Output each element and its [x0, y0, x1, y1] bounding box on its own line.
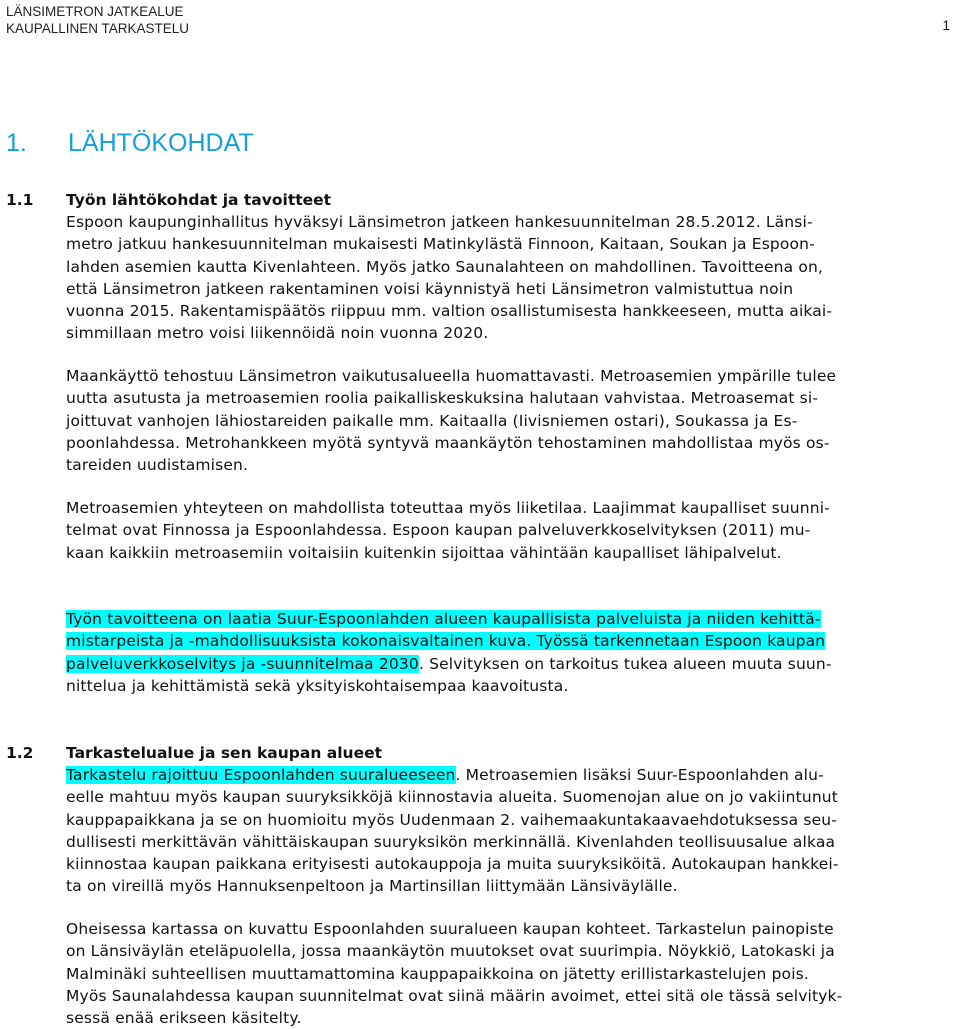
- text-line: [66, 764, 944, 786]
- text-line: Metroasemien yhteyteen on mahdollista toteuttaa myös liiketilaa. Laajimmat kaupalliset suunni-: [66, 499, 830, 517]
- text-line: lahden asemien kautta Kivenlahteen. Myös jatko Saunalahteen on mahdollinen. Tavoitteena on,: [66, 257, 824, 276]
- text-line: [66, 630, 944, 652]
- text-line: Malminäki suhteellisen muuttamattomina kauppapaikkoina on jätetty erillistarkastelujen pois.: [66, 964, 809, 983]
- text-line: eelle mahtuu myös kaupan suuryksikköjä kiinnostavia alueita. Suomenojan alue on jo vakiintunut: [66, 788, 839, 807]
- chapter-title: LÄHTÖKOHDAT: [68, 129, 254, 157]
- text-line: simmillaan metro voisi liikennöidä noin vuonna 2020.: [66, 324, 489, 343]
- text-line: Oheisessa kartassa on kuvattu Espoonlahden suuralueen kaupan kohteet. Tarkastelun painopiste: [66, 920, 834, 938]
- text-line: kiinnostaa kaupan paikkana erityisesti autokauppoja ja muita suuryksiköitä. Autokaupan hankkei-: [66, 855, 839, 874]
- document-header-title: LÄNSIMETRON JATKEALUE: [6, 4, 184, 19]
- highlighted-paragraph: [66, 608, 944, 697]
- paragraph: [66, 918, 944, 1029]
- paragraph: [66, 365, 944, 476]
- chapter-heading: [6, 126, 254, 160]
- text-line: vuonna 2015. Rakentamispäätös riippuu mm. valtion osallistumisesta hankkeeseen, mutta aikai-: [66, 302, 833, 321]
- text-line: metro jatkuu hankesuunnitelman mukaisesti Matinkylästä Finnoon, Kaitaan, Soukan ja Espoon-: [66, 235, 815, 254]
- text-line: dullisesti merkittävän vähittäiskaupan suuryksikön merkinnällä. Kivenlahden teollisuusalue alkaa: [66, 832, 836, 851]
- text-line: on Länsiväylän eteläpuolella, jossa maankäytön muutokset ovat suurimpia. Nöykkiö, Latokaski ja: [66, 942, 835, 961]
- text-line: ta on vireillä myös Hannuksenpeltoon ja Martinsillan liittymään Länsiväylälle.: [66, 877, 678, 896]
- text-line: [66, 653, 944, 675]
- section-title: Työn lähtökohdat ja tavoitteet: [66, 191, 332, 209]
- paragraph: [66, 764, 944, 898]
- text-line: sessä enää erikseen käsitelty.: [66, 1009, 302, 1028]
- text-line: kauppapaikkana ja se on huomioitu myös Uudenmaan 2. vaihemaakuntakaavaehdotuksessa seu-: [66, 810, 837, 829]
- document-header-subtitle: KAUPALLINEN TARKASTELU: [6, 21, 190, 36]
- text-line: joittuvat vanhojen lähiostareiden paikalle mm. Kaitaalla (Iivisniemen ostari), Soukassa ja Es-: [66, 411, 798, 430]
- section-number: 1.1: [6, 191, 34, 209]
- paragraph: [66, 211, 944, 345]
- highlighted-text: Tarkastelu rajoittuu Espoonlahden suuralueeseen: [66, 766, 456, 784]
- text-line: uutta asutusta ja metroasemien roolia paikalliskeskuksina halutaan vahvistaa. Metroasemat si-: [66, 389, 819, 408]
- chapter-number: 1.: [6, 129, 27, 157]
- highlighted-text: mistarpeista ja -mahdollisuuksista kokonaisvaltainen kuva. Työssä tarkennetaan Espoon kaupan: [66, 632, 826, 651]
- text-line: Maankäyttö tehostuu Länsimetron vaikutusalueella huomattavasti. Metroasemien ympärille tulee: [66, 367, 837, 385]
- text-line: nittelua ja kehittämistä sekä yksityiskohtaisempaa kaavoitusta.: [66, 676, 569, 695]
- text-line: poonlahdessa. Metrohankkeen myötä syntyvä maankäytön tehostaminen mahdollistaa myös os-: [66, 433, 830, 452]
- section-number: 1.2: [6, 744, 34, 762]
- paragraph: [66, 497, 944, 564]
- text-line: että Länsimetron jatkeen rakentaminen voisi käynnistyä heti Länsimetron valmistuttua noin: [66, 279, 794, 298]
- text-line: Espoon kaupunginhallitus hyväksyi Länsimetron jatkeen hankesuunnitelman 28.5.2012. Länsi-: [66, 213, 813, 231]
- page-number: 1: [942, 18, 950, 33]
- text-line: [66, 608, 944, 630]
- highlighted-text: Työn tavoitteena on laatia Suur-Espoonlahden alueen kaupallisista palveluista ja niiden kehittä-: [66, 610, 821, 628]
- text-fragment: . Metroasemien lisäksi Suur-Espoonlahden alu-: [455, 766, 824, 784]
- highlighted-text: palveluverkkoselvitys ja -suunnitelmaa 2030: [66, 654, 419, 673]
- text-fragment: . Selvityksen on tarkoitus tukea alueen muuta suun-: [418, 654, 832, 673]
- text-line: Myös Saunalahdessa kaupan suunnitelmat ovat siinä määrin avoimet, ettei sitä ole tässä selvityk-: [66, 986, 843, 1005]
- text-line: tareiden uudistamisen.: [66, 456, 249, 475]
- text-line: kaan kaikkiin metroasemiin voitaisiin kuitenkin sijoittaa vähintään kaupalliset lähipalvelut.: [66, 543, 782, 562]
- section-title: Tarkastelualue ja sen kaupan alueet: [66, 744, 383, 762]
- text-line: telmat ovat Finnossa ja Espoonlahdessa. Espoon kaupan palveluverkkoselvityksen (2011) mu-: [66, 521, 811, 540]
